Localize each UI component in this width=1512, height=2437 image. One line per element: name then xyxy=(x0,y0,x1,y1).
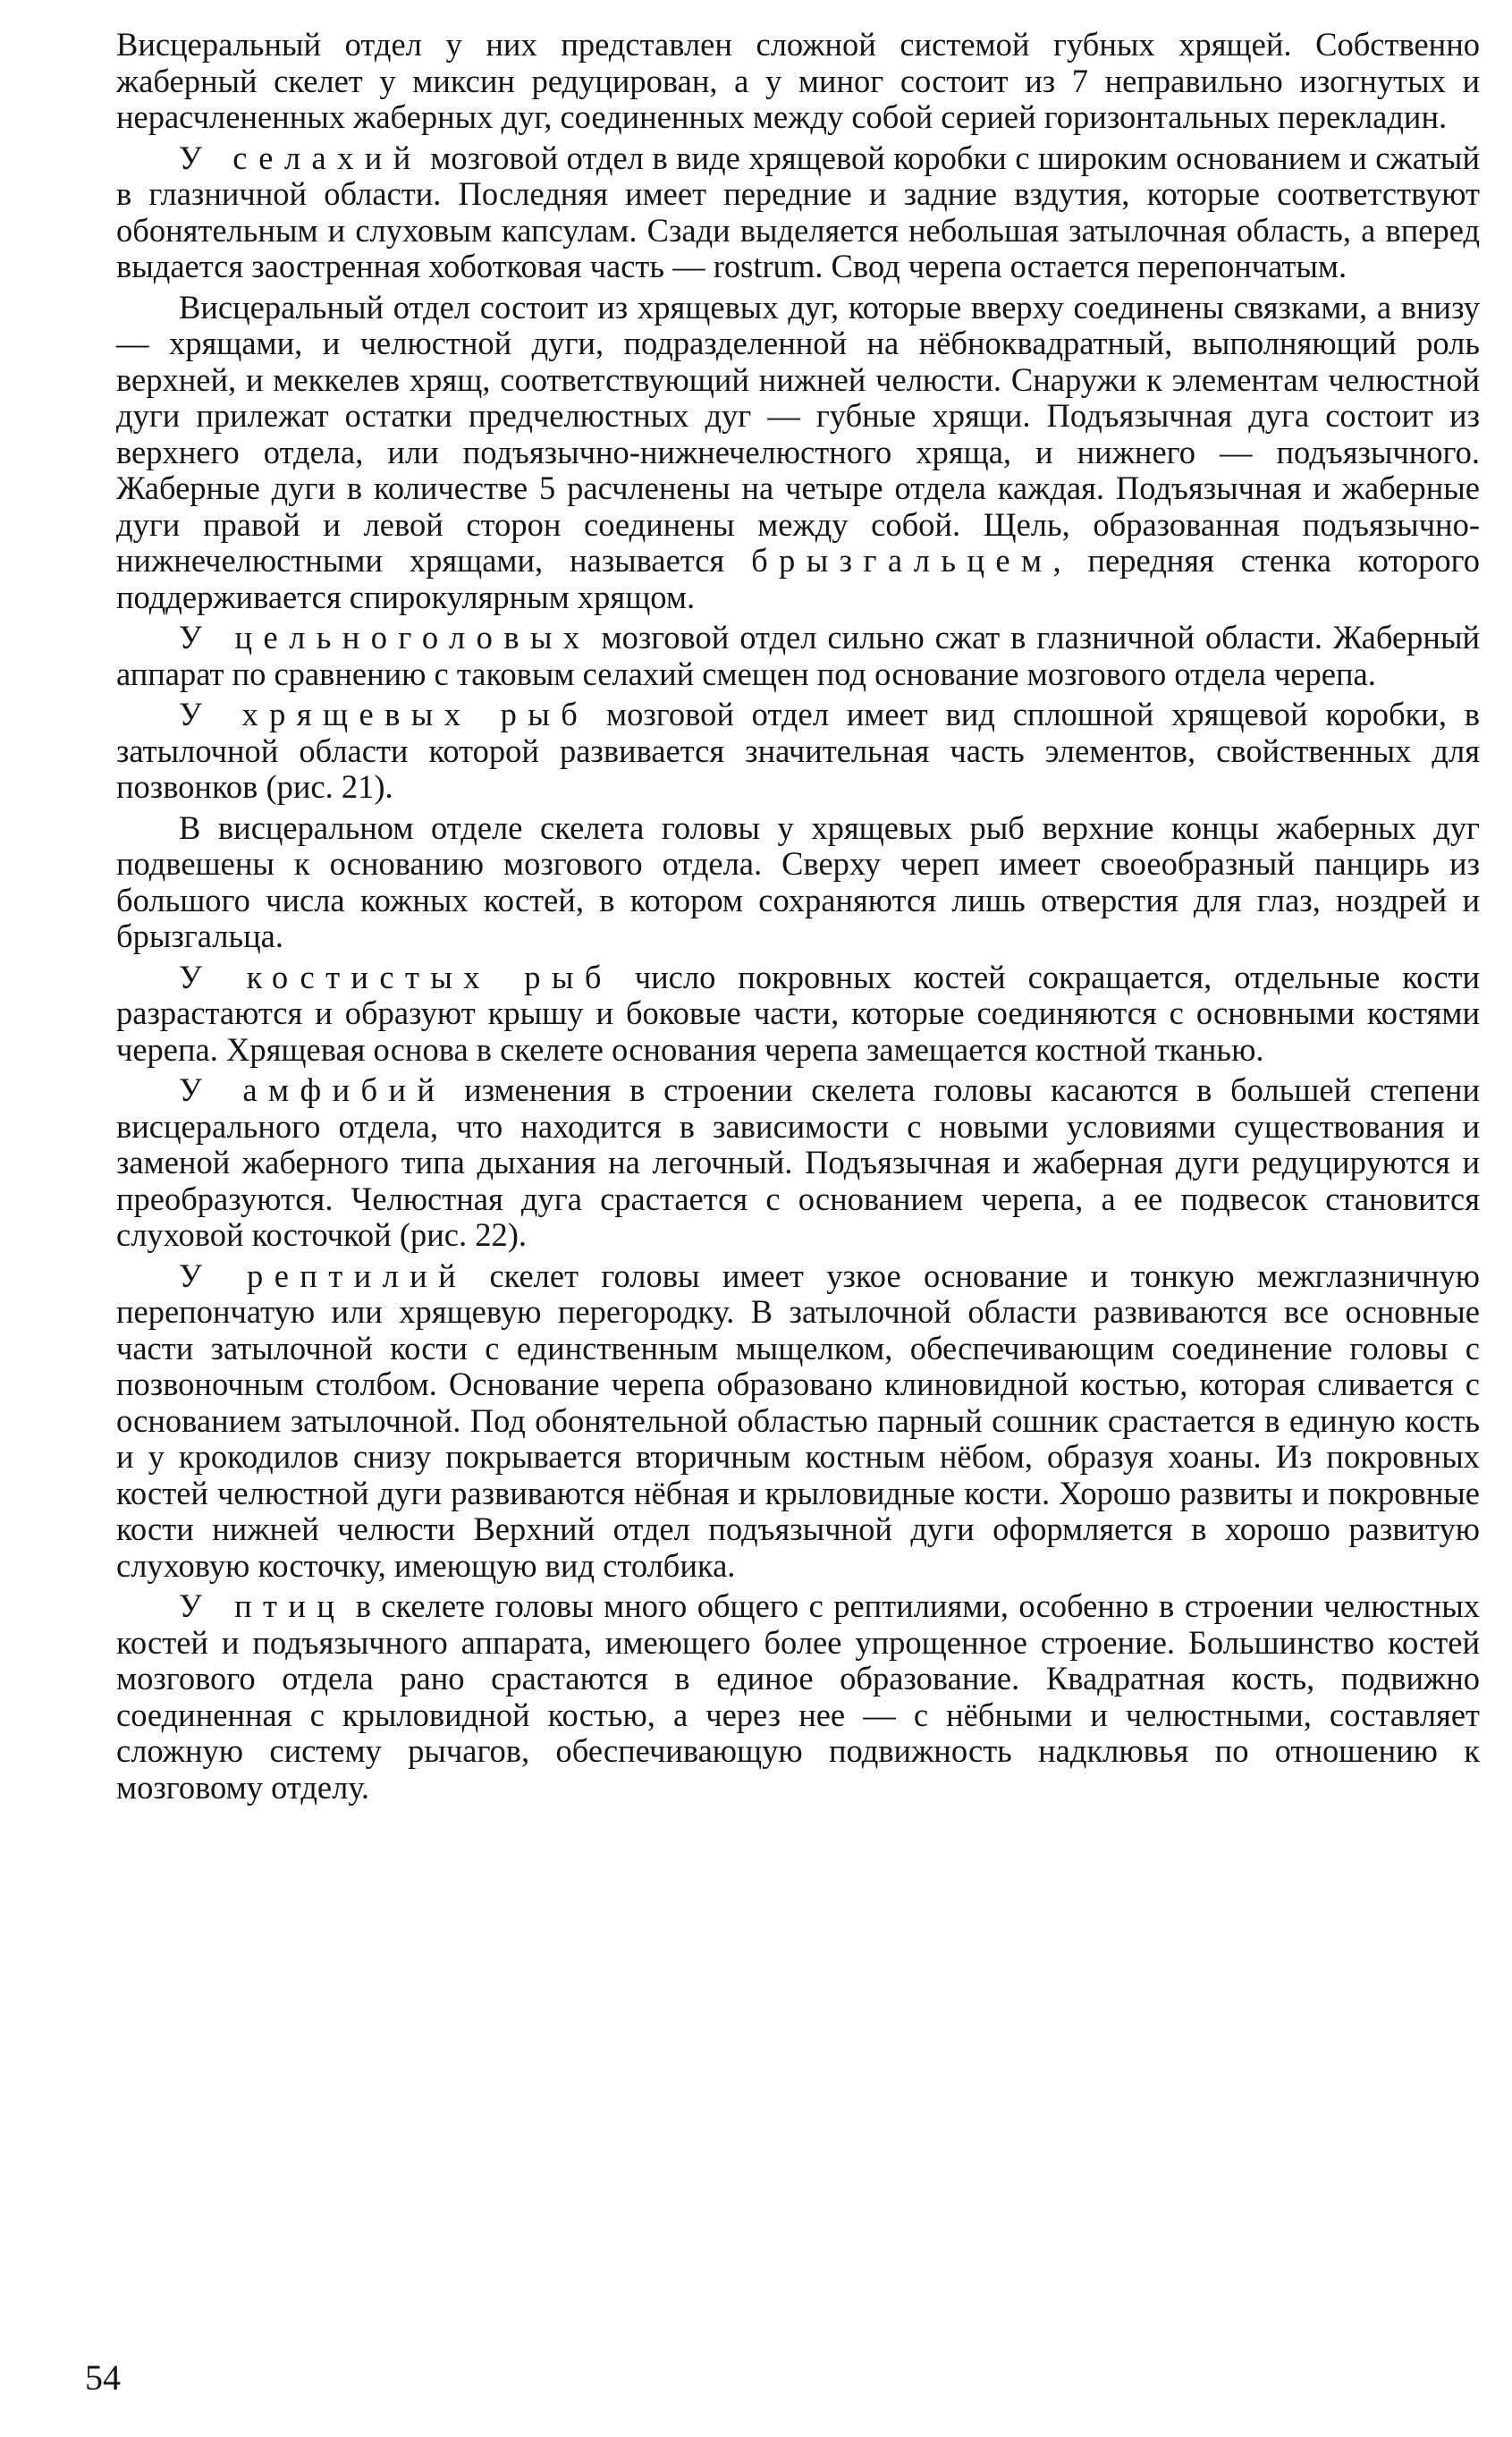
page-number: 54 xyxy=(85,2357,121,2398)
spaced-lead: У костистых рыб xyxy=(179,958,612,995)
paragraph-holocephali xyxy=(116,620,1480,692)
paragraph-text: Висцеральный отдел состоит из хрящевых дуг, которые вверху соединены связками, а внизу — хрящами, и челюстной дуги, подразделенной на нёбноквадратный, выполняющий роль верхней, и меккелев хрящ, соответствующий нижней челюсти. Снаружи к элементам челюстной дуги прилежат остатки предчелюстных дуг — губные хрящи. Подъязычная дуга состоит из верхнего отдела, или подъязычно-нижнечелюстного хряща, и нижнего — подъязычного. Жаберные дуги в количестве 5 расчленены на четыре отдела каждая. Подъязычная и жаберные дуги правой и левой сторон соединены между собой. Щель, образованная подъязычно-нижнечелюстными хрящами, называется xyxy=(116,288,1480,579)
paragraph-text: В висцеральном отделе скелета головы у хрящевых рыб верхние концы жаберных дуг подвешены к основанию мозгового отдела. Сверху череп имеет своеобразный панцирь из большого числа кожных костей, в котором сохраняются лишь отверстия для глаз, ноздрей и брызгальца. xyxy=(116,808,1480,954)
spaced-lead: У цельноголовых xyxy=(179,619,591,656)
paragraph-text: в скелете головы много общего с рептилиями, особенно в строении челюстных костей и подъязычного аппарата, имеющего более упрощенное строение. Большинство костей мозгового отдела рано срастаются в единое образование. Квадратная кость, подвижно соединенная с крыловидной костью, а через нее — с нёбными и челюстными, составляет сложную систему рычагов, обеспечивающую подвижность надклювья по отношению к мозговому отделу. xyxy=(116,1587,1480,1806)
paragraph-visceral-cyclostomes xyxy=(116,27,1480,136)
paragraph-birds xyxy=(116,1588,1480,1806)
paragraph-text: мозговой отдел сильно сжат в глазничной области. Жаберный аппарат по сравнению с таковым селахий смещен под основание мозгового отдела черепа. xyxy=(116,619,1481,692)
paragraph-text: число покровных костей сокращается, отдельные кости разрастаются и образуют крышу и боковые части, которые соединяются с основными костями черепа. Хрящевая основа в скелете основания черепа замещается костной тканью. xyxy=(116,958,1480,1068)
spaced-lead: У хрящевых рыб xyxy=(179,696,589,732)
paragraph-text: Висцеральный отдел у них представлен сложной системой губных хрящей. Собственно жаберный скелет у миксин редуцирован, а у миног состоит из 7 неправильно изогнутых и нерасчлененных жаберных дуг, соединенных между собой серией горизонтальных перекладин. xyxy=(116,26,1480,135)
paragraph-bony-fish xyxy=(116,960,1480,1069)
paragraph-text: мозговой отдел в виде хрящевой коробки с широким основанием и сжатый в глазничной области. Последняя имеет передние и задние вздутия, которые соответствуют обонятельным и слуховым капсулам. Сзади выделяется небольшая затылочная область, а вперед выдается заостренная хоботковая часть — rostrum. Свод черепа остается перепончатым. xyxy=(116,139,1480,284)
spaced-lead: У селахий xyxy=(179,139,422,176)
spaced-lead: У птиц xyxy=(179,1587,346,1624)
paragraph-text: изменения в строении скелета головы касаются в большей степени висцерального отдела, что находится в зависимости с новыми условиями существования и заменой жаберного типа дыхания на легочный. Подъязычная и жаберная дуги редуцируются и преобразуются. Челюстная дуга срастается с основанием черепа, а ее подвесок становится слуховой косточкой (рис. 22). xyxy=(116,1071,1480,1253)
paragraph-cartilaginous-fish xyxy=(116,697,1480,806)
spaced-lead: У рептилий xyxy=(179,1257,468,1294)
paragraph-text: скелет головы имеет узкое основание и тонкую межглазничную перепончатую или хрящевую перегородку. В затылочной области развиваются все основные части затылочной кости с единственным мыщелком, обеспечивающим соединение головы с позвоночным столбом. Основание черепа образовано клиновидной костью, которая сливается с основанием затылочной. Под обонятельной областью парный сошник срастается в единую кость и у крокодилов снизу покрывается вторичным костным нёбом, образуя хоаны. Из покровных костей челюстной дуги развиваются нёбная и крыловидные кости. Хорошо развиты и покровные кости нижней челюсти Верхний отдел подъязычной дуги оформляется в хорошо развитую слуховую косточку, имеющую вид столбика. xyxy=(116,1257,1480,1584)
paragraph-selachians-visceral xyxy=(116,290,1480,616)
paragraph-text: мозговой отдел имеет вид сплошной хрящевой коробки, в затылочной области которой развивается значительная часть элементов, свойственных для позвонков (рис. 21). xyxy=(116,696,1480,805)
paragraph-amphibians xyxy=(116,1072,1480,1254)
paragraph-selachians xyxy=(116,140,1480,285)
paragraph-text: , передняя стенка которого поддерживается спирокулярным хрящом. xyxy=(116,542,1480,615)
paragraph-reptiles xyxy=(116,1258,1480,1585)
spaced-term: брызгальцем xyxy=(751,542,1053,579)
book-page xyxy=(116,27,1480,2424)
paragraph-cartilaginous-visceral xyxy=(116,810,1480,955)
spaced-lead: У амфибий xyxy=(179,1071,446,1108)
